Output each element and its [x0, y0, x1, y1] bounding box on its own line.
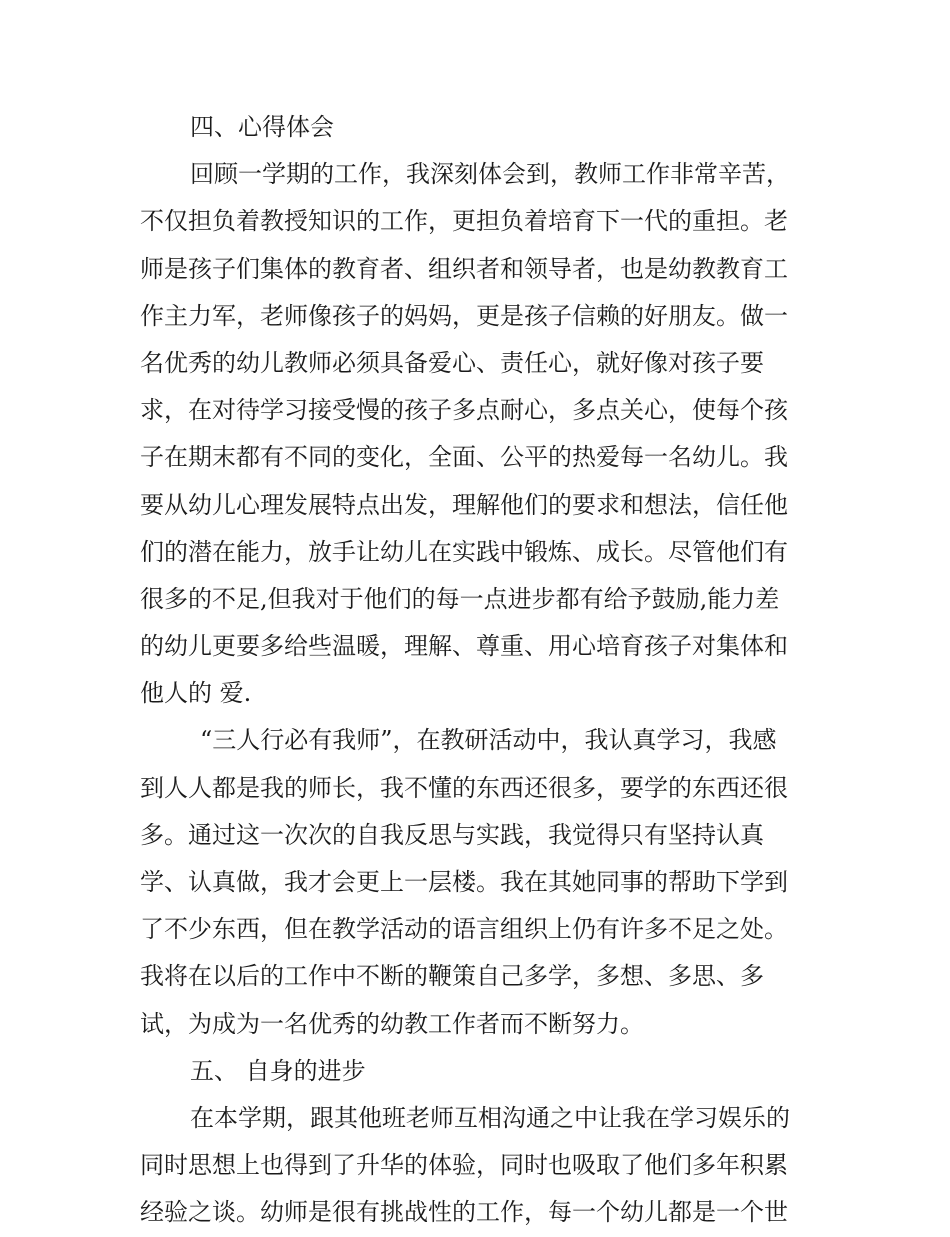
- paragraph-line: 的幼儿更要多给些温暖，理解、尊重、用心培育孩子对集体和: [140, 632, 788, 661]
- paragraph-line: 很多的不足,但我对于他们的每一点进步都有给予鼓励,能力差: [140, 584, 780, 613]
- paragraph-line: 在本学期，跟其他班老师互相沟通之中让我在学习娱乐的: [190, 1103, 790, 1132]
- paragraph-line: 他人的 爱.: [140, 679, 252, 708]
- paragraph-line: 了不少东西，但在教学活动的语言组织上仍有许多不足之处。: [140, 915, 788, 944]
- paragraph-line: 子在期末都有不同的变化，全面、公平的热爱每一名幼儿。我: [140, 443, 788, 472]
- paragraph-line: 要从幼儿心理发展特点出发，理解他们的要求和想法，信任他: [140, 490, 788, 519]
- paragraph-line: “三人行必有我师”，在教研活动中，我认真学习，我感: [200, 726, 777, 755]
- paragraph-line: 作主力军，老师像孩子的妈妈，更是孩子信赖的好朋友。做一: [140, 301, 788, 330]
- paragraph-line: 求，在对待学习接受慢的孩子多点耐心，多点关心，使每个孩: [140, 396, 788, 425]
- paragraph-line: 师是孩子们集体的教育者、组织者和领导者，也是幼教教育工: [140, 254, 788, 283]
- paragraph-line: 们的潜在能力，放手让幼儿在实践中锻炼、成长。尽管他们有: [140, 537, 788, 566]
- paragraph-line: 经验之谈。幼师是很有挑战性的工作，每一个幼儿都是一个世: [140, 1198, 788, 1227]
- paragraph-line: 到人人都是我的师长，我不懂的东西还很多，要学的东西还很: [140, 773, 788, 802]
- section-heading-4: 四、心得体会: [190, 113, 334, 141]
- paragraph-line: 同时思想上也得到了升华的体验，同时也吸取了他们多年积累: [140, 1151, 788, 1180]
- paragraph-line: 我将在以后的工作中不断的鞭策自己多学，多想、多思、多: [140, 962, 764, 991]
- paragraph-line: 多。通过这一次次的自我反思与实践，我觉得只有坚持认真: [140, 820, 764, 849]
- paragraph-line: 学、认真做，我才会更上一层楼。我在其她同事的帮助下学到: [140, 868, 788, 896]
- paragraph-line: 不仅担负着教授知识的工作，更担负着培育下一代的重担。老: [140, 207, 788, 236]
- section-heading-5: 五、 自身的进步: [190, 1056, 366, 1085]
- document-body: [140, 104, 810, 1237]
- paragraph-line: 回顾一学期的工作，我深刻体会到，教师工作非常辛苦，: [190, 160, 790, 189]
- paragraph-line: 名优秀的幼儿教师必须具备爱心、责任心，就好像对孩子要: [140, 348, 764, 377]
- paragraph-line: 试，为成为一名优秀的幼教工作者而不断努力。: [140, 1009, 644, 1038]
